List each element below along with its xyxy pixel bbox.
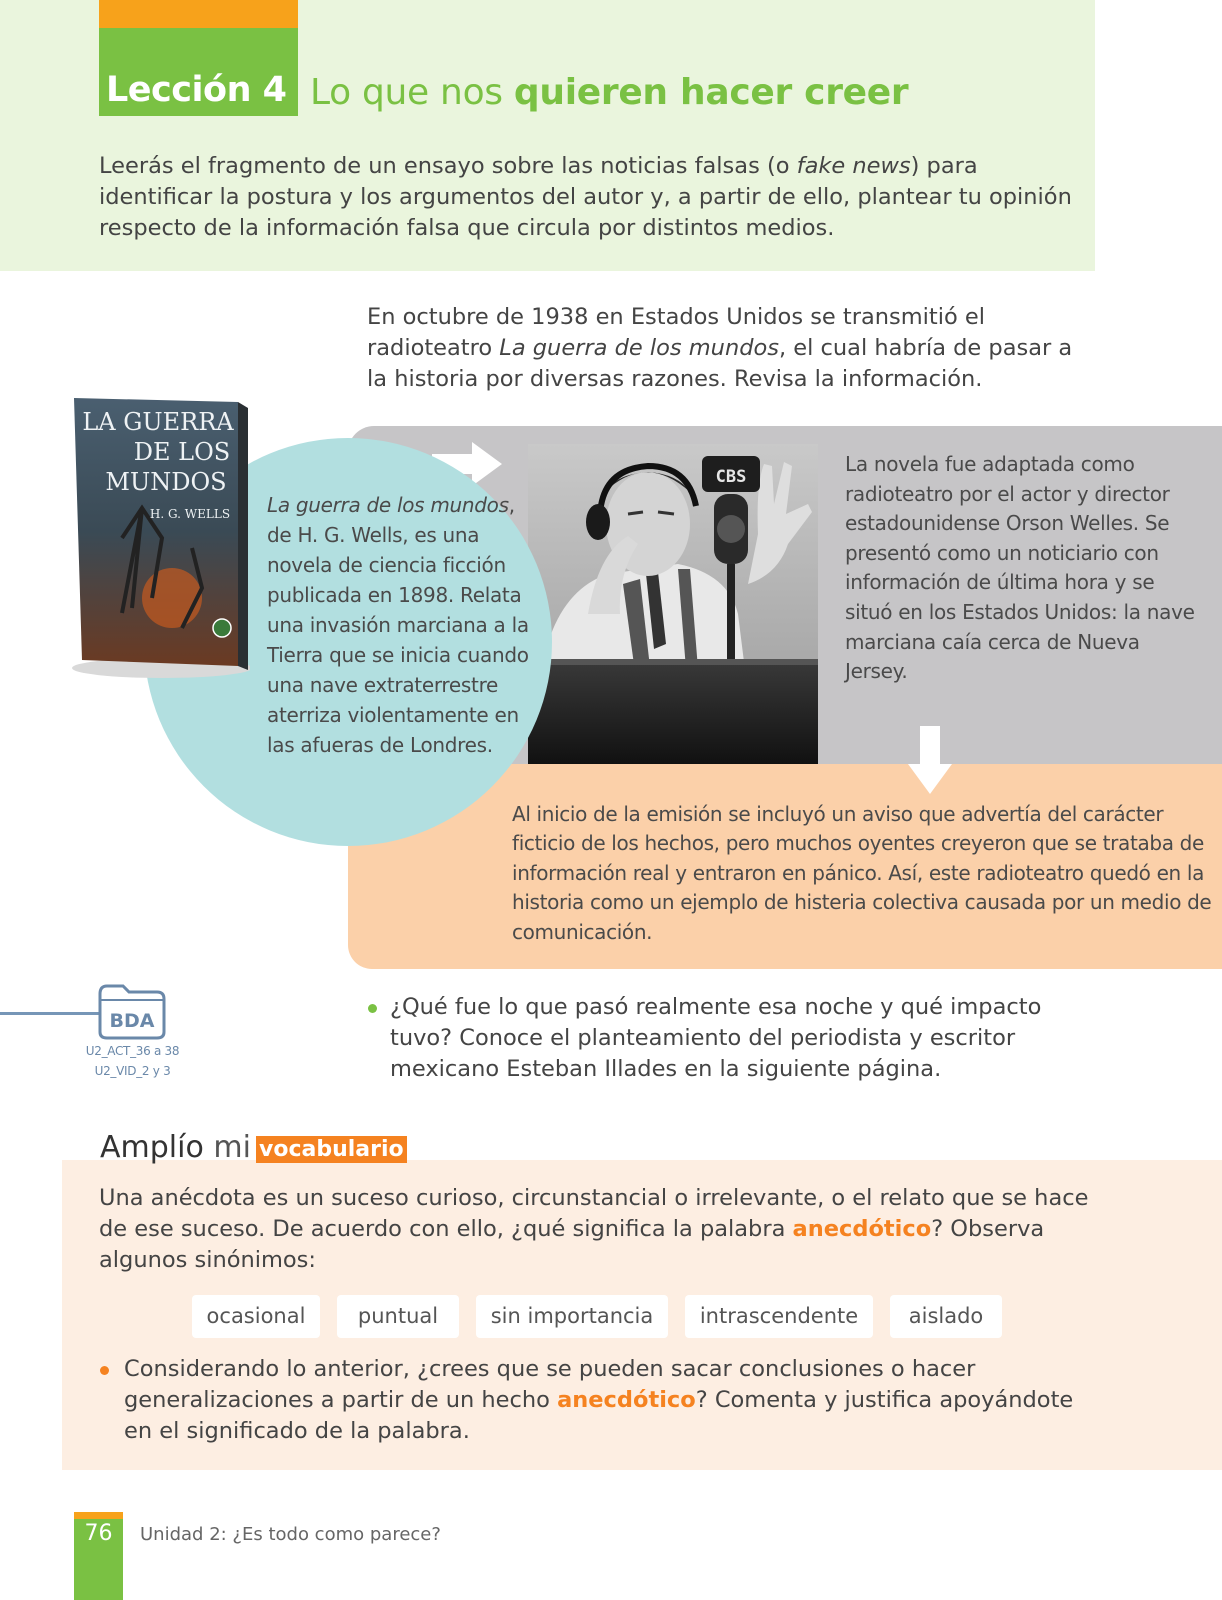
lesson-intro: [99, 151, 1089, 244]
vocab-q-highlight: anecdótico: [557, 1387, 696, 1413]
vocab-question: [124, 1354, 1104, 1447]
vocab-q-b: ? Comenta y justifica apoyándote en el significado de la palabra.: [124, 1387, 1074, 1444]
vocab-highlight: anecdótico: [792, 1216, 932, 1242]
lead-text-a: En octubre de 1938 en Estados Unidos se transmitió el radioteatro: [367, 304, 986, 361]
synonym-chip: puntual: [337, 1295, 459, 1338]
lesson-title-part1: Lo que nos: [310, 72, 514, 113]
bda-label: BDA: [109, 1010, 155, 1032]
gray-panel-text: La novela fue adaptada como radioteatro por el actor y director estadounidense Orson Welles. Se presentó como un noticiario con información de última hora y se situó en los Estados Unidos: la nave marciana caía cerca de Nueva Jersey.: [845, 452, 1195, 684]
vocab-title-mi: mi: [213, 1130, 251, 1165]
page-number: 76: [84, 1521, 113, 1546]
vocab-title: [100, 1130, 251, 1165]
book-cover-image: [62, 398, 250, 680]
unit-label: Unidad 2: ¿Es todo como parece?: [140, 1524, 441, 1545]
intro-text-b: ) para identificar la postura y los argumentos del autor y, a partir de ello, plantear tu opinión respecto de la información falsa que circula por distintos medios.: [99, 153, 1072, 241]
orange-panel-text: Al inicio de la emisión se incluyó un aviso que advertía del carácter ficticio de los hechos, pero muchos oyentes creyeron que se trataba de información real y entraron en pánico. Así, este radioteatro quedó en la historia como un ejemplo de histeria colectiva causada por un medio de comunicación.: [512, 802, 1212, 944]
circle-text: [267, 490, 532, 760]
vocab-text-a: Una anécdota es un suceso curioso, circunstancial o irrelevante, o el relato que se hace de ese suceso. De acuerdo con ello, ¿qué significa la palabra: [99, 1185, 1089, 1242]
book-title-line-3: MUNDOS: [105, 468, 227, 496]
bda-code-2[interactable]: U2_VID_2 y 3: [94, 1064, 171, 1078]
synonym-chip: ocasional: [192, 1295, 320, 1338]
bda-divider: [0, 1012, 100, 1015]
synonym-chip: sin importancia: [476, 1295, 668, 1338]
lead-paragraph: [367, 302, 1087, 395]
vocab-badge: vocabulario: [256, 1136, 407, 1163]
lead-text-b: , el cual habría de pasar a la historia por diversas razones. Revisa la información.: [367, 335, 1073, 392]
footer-accent: [74, 1512, 123, 1519]
lesson-label: Lección 4: [106, 70, 287, 110]
intro-text-a: Leerás el fragmento de un ensayo sobre las noticias falsas (o: [99, 153, 797, 179]
lead-text-italic: La guerra de los mundos: [499, 335, 779, 361]
bda-folder-icon[interactable]: [97, 982, 167, 1040]
vocab-text-b: ? Observa algunos sinónimos:: [99, 1216, 1045, 1273]
intro-text-italic: fake news: [796, 153, 911, 179]
synonym-chip: intrascendente: [685, 1295, 873, 1338]
orange-bullet: [100, 1366, 109, 1375]
synonym-chip: aislado: [890, 1295, 1002, 1338]
bda-code-1[interactable]: U2_ACT_36 a 38: [85, 1044, 180, 1058]
book-author: H. G. WELLS: [149, 507, 231, 521]
vocab-text: [99, 1183, 1099, 1276]
vocab-title-main: Amplío: [100, 1130, 204, 1165]
green-bullet: [368, 1004, 377, 1013]
orson-welles-radio-photo: [528, 444, 818, 764]
circle-text-body: , de H. G. Wells, es una novela de ciencia ficción publicada en 1898. Relata una invasión marciana a la Tierra que se inicia cuando una nave extraterrestre aterriza violentamente en las afueras de Londres.: [267, 493, 529, 757]
vocab-q-a: Considerando lo anterior, ¿crees que se pueden sacar conclusiones o hacer generalizaciones a partir de un hecho: [124, 1356, 976, 1413]
mic-cbs-label: CBS: [715, 467, 747, 487]
book-title-line-1: LA GUERRA: [82, 408, 234, 436]
book-title-line-2: DE LOS: [133, 438, 231, 466]
arrow-down-icon: [908, 726, 952, 794]
lesson-tab-accent: [99, 0, 298, 28]
question-text: ¿Qué fue lo que pasó realmente esa noche y qué impacto tuvo? Conoce el planteamiento del periodista y escritor mexicano Esteban Illades en la siguiente página.: [390, 994, 1042, 1082]
circle-text-italic: La guerra de los mundos: [267, 493, 509, 517]
lesson-title-part2: quieren hacer creer: [513, 72, 909, 113]
lesson-title: [310, 72, 908, 113]
